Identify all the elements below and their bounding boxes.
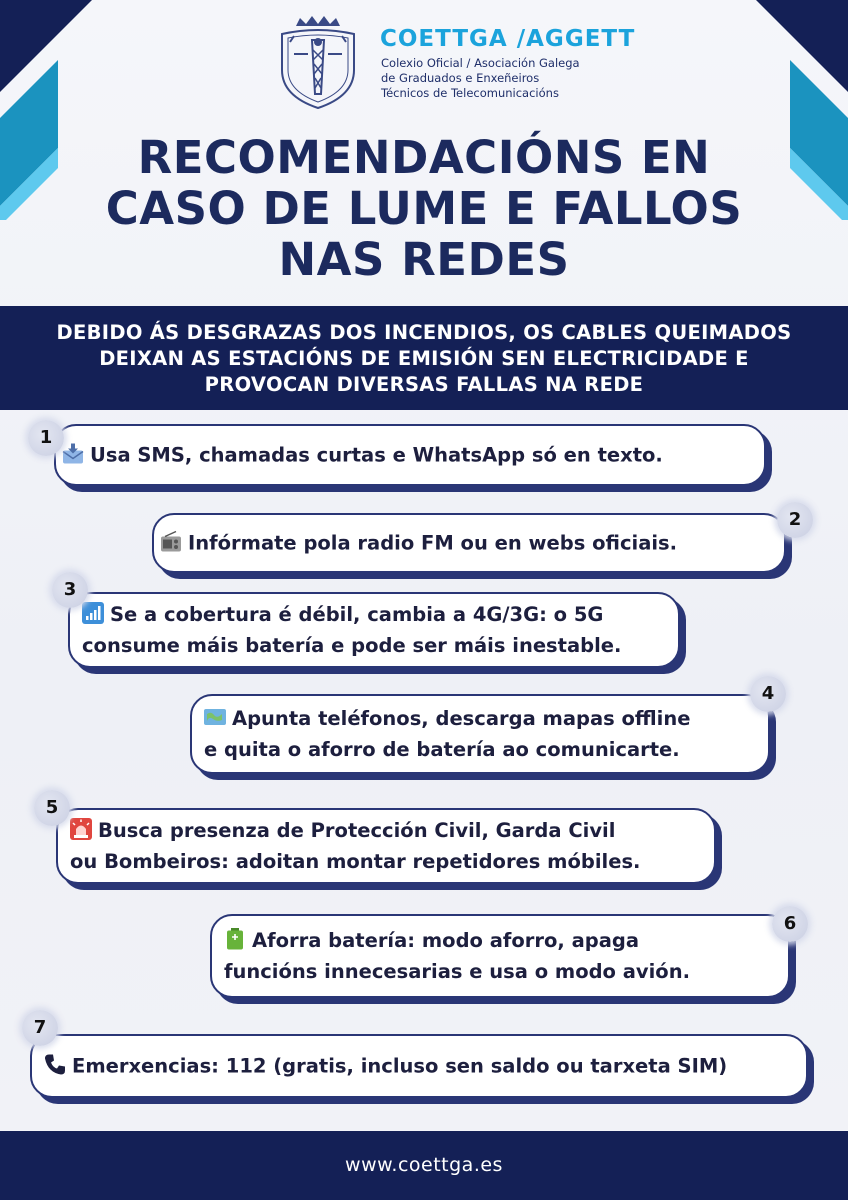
recommendation-text [204, 703, 760, 765]
organization-description [381, 56, 580, 101]
recommendation-line: consume máis batería e pode ser máis inestable. [82, 634, 622, 657]
recommendation-line: Busca presenza de Protección Civil, Garda Civil [70, 815, 706, 846]
recommendation-line: Emerxencias: 112 (gratis, incluso sen saldo ou tarxeta SIM) [44, 1051, 798, 1082]
recommendation-text [44, 1051, 798, 1082]
banner-line: DEIXAN AS ESTACIÓNS DE EMISIÓN SEN ELECTRICIDADE E [99, 347, 749, 370]
recommendation-line: funcións innecesarias e usa o modo avión. [224, 960, 690, 983]
step-number-badge: 3 [52, 572, 88, 608]
banner-line: PROVOCAN DIVERSAS FALLAS NA REDE [204, 373, 644, 396]
recommendation-card-4 [190, 694, 770, 774]
radio-icon [160, 531, 182, 553]
envelope-download-icon [62, 443, 84, 465]
recommendation-card-2 [152, 513, 786, 573]
website-link[interactable]: www.coettga.es [345, 1154, 503, 1176]
recommendation-text [62, 440, 756, 471]
recommendation-card-6 [210, 914, 790, 998]
step-number-badge: 1 [28, 420, 64, 456]
organization-description-line: de Graduados e Enxeñeiros [381, 71, 540, 85]
footer-bar [0, 1131, 848, 1200]
recommendation-card-7 [30, 1034, 808, 1098]
intro-banner [0, 306, 848, 410]
title-line: NAS REDES [278, 233, 570, 286]
recommendation-text [82, 599, 670, 661]
banner-line: DEBIDO ÁS DESGRAZAS DOS INCENDIOS, OS CABLES QUEIMADOS [56, 321, 792, 344]
phone-icon [44, 1054, 66, 1076]
recommendation-card-1 [54, 424, 766, 486]
step-number-badge: 4 [750, 676, 786, 712]
recommendation-line: e quita o aforro de batería ao comunicarte. [204, 738, 680, 761]
recommendation-line: Usa SMS, chamadas curtas e WhatsApp só en texto. [62, 440, 756, 471]
organization-description-line: Técnicos de Telecomunicacións [381, 86, 559, 100]
intro-banner-text [0, 320, 848, 398]
step-number-badge: 2 [777, 502, 813, 538]
siren-icon [70, 818, 92, 840]
step-number-badge: 6 [772, 906, 808, 942]
organization-description-line: Colexio Oficial / Asociación Galega [381, 56, 580, 70]
step-number-badge: 5 [34, 790, 70, 826]
recommendation-line: Se a cobertura é débil, cambia a 4G/3G: o 5G [82, 599, 670, 630]
recommendation-text [224, 925, 780, 987]
recommendation-line: Aforra batería: modo aforro, apaga [224, 925, 780, 956]
signal-bars-icon [82, 602, 104, 624]
recommendation-line: Apunta teléfonos, descarga mapas offline [204, 703, 760, 734]
recommendation-text [160, 528, 776, 559]
recommendation-text [70, 815, 706, 877]
title-line: RECOMENDACIÓNS EN [137, 131, 711, 184]
battery-icon [224, 928, 246, 950]
recommendation-card-3 [68, 592, 680, 668]
organization-logo [268, 12, 368, 112]
step-number-badge: 7 [22, 1010, 58, 1046]
page-title [0, 132, 848, 285]
recommendation-line: Infórmate pola radio FM ou en webs oficiais. [160, 528, 776, 559]
recommendation-card-5 [56, 808, 716, 884]
map-icon [204, 706, 226, 728]
recommendation-line: ou Bombeiros: adoitan montar repetidores móbiles. [70, 850, 641, 873]
title-line: CASO DE LUME E FALLOS [105, 182, 743, 235]
organization-name: COETTGA /AGGETT [380, 26, 636, 52]
